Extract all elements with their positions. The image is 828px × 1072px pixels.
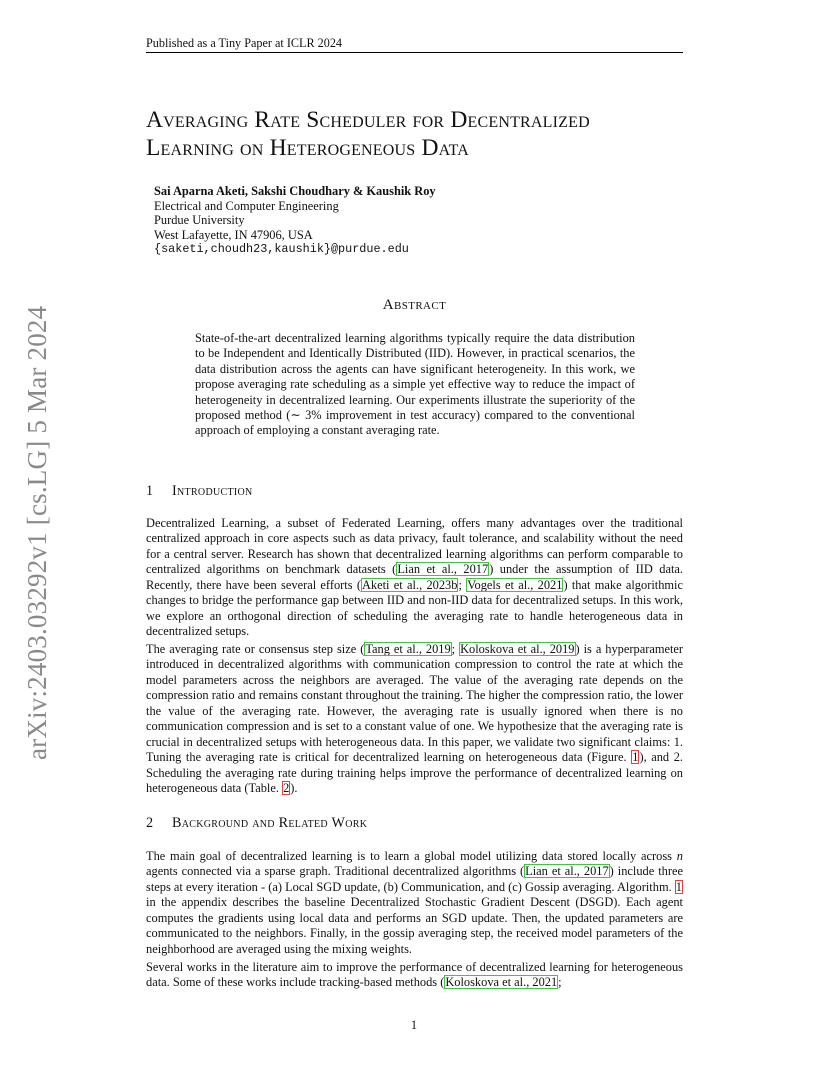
intro-paragraph-2: [146, 642, 683, 797]
paragraph-text: ;: [451, 642, 460, 656]
citation-link[interactable]: Aketi et al., 2023b: [361, 577, 458, 592]
algorithm-reference-link[interactable]: 1: [675, 879, 682, 894]
section-title: Background and Related Work: [172, 815, 368, 831]
section-number: 1: [146, 483, 154, 499]
paragraph-text: Several works in the literature aim to improve the performance of decentralized learning for heterogeneous data. Some of these works include tracking-based methods (: [146, 960, 683, 990]
author-block: [154, 184, 654, 257]
page-number: 1: [410, 1018, 418, 1032]
running-head: Published as a Tiny Paper at ICLR 2024: [146, 36, 343, 50]
title-line-1: Averaging Rate Scheduler for Decentralized: [146, 107, 590, 133]
section-number: 2: [146, 815, 154, 831]
author-address: West Lafayette, IN 47906, USA: [154, 227, 313, 242]
paragraph-text: The averaging rate or consensus step size (: [146, 642, 365, 656]
citation-link[interactable]: Vogels et al., 2021: [467, 577, 563, 592]
paragraph-text: ) that make algorithmic changes to bridge the performance gap between IID and non-IID data for decentralized setups. In this work, we explore an orthogonal direction of scheduling the averaging rate to handle heterogeneous data in decentralized setups.: [146, 577, 683, 639]
author-names: Sai Aparna Aketi, Sakshi Choudhary & Kaushik Roy: [154, 184, 436, 198]
figure-reference-link[interactable]: 1: [632, 750, 639, 765]
section-title: Introduction: [172, 483, 253, 499]
paragraph-text: in the appendix describes the baseline Decentralized Stochastic Gradient Descent (DSGD). Each agent computes the gradients using local data and performs an SGD update. Then, the updated parameters are communicated to the neighbors. Finally, in the gossip averaging step, the received model parameters of the neighborhood are averaged using the mixing weights.: [146, 895, 683, 956]
table-reference-link[interactable]: 2: [283, 781, 290, 796]
abstract-body: State-of-the-art decentralized learning algorithms typically require the data distribution to be Independent and Identically Distributed (IID). However, in practical scenarios, the data distribution across the agents can have significant heterogeneity. In this work, we propose averaging rate scheduling as a simple yet effective way to reduce the impact of heterogeneity in decentralized learning. Our experiments illustrate the superiority of the proposed method (∼ 3% improvement in test accuracy) compared to the conventional approach of employing a constant averaging rate.: [195, 331, 635, 438]
paragraph-text: ).: [290, 781, 298, 796]
citation-link[interactable]: Koloskova et al., 2019: [460, 642, 575, 656]
paragraph-text: ) under the assumption of IID data. Recently, there have been several efforts (: [146, 562, 683, 592]
citation-link[interactable]: Lian et al., 2017: [525, 864, 609, 879]
section-heading-background: [146, 815, 683, 832]
author-department: Electrical and Computer Engineering: [154, 198, 339, 213]
paragraph-text: Decentralized Learning, a subset of Federated Learning, offers many advantages over the traditional centralized approach in core aspects such as data privacy, fault tolerance, and scalability without the need for a central server. Research has shown that decentralized learning algorithms can perform comparable to centralized algorithms on benchmark datasets (: [146, 516, 683, 577]
abstract-heading: Abstract: [382, 297, 447, 313]
paragraph-text: ) is a hyperparameter introduced in decentralized algorithms with communication compression to control the rate at which the model parameters across the neighbors are averaged. The value of the averaging rate depends on the compression ratio and remains constant throughout the training. The higher the compression ratio, the lower the value of the averaging rate. However, the averaging rate is usually ignored when there is no communication compression and is set to a constant value of one. We hypothesize that the averaging rate is crucial in decentralized setups with heterogeneous data. In this paper, we validate two significant claims: 1. Tuning the averaging rate is critical for decentralized learning on heterogeneous data (Figure.: [146, 642, 684, 765]
paper-title: [146, 106, 706, 162]
math-variable: n: [676, 849, 683, 863]
paragraph-text: ;: [458, 577, 467, 592]
paragraph-text: ), and 2. Scheduling the averaging rate during training helps improve the performance of decentralized learning on heterogeneous data (Table.: [146, 750, 683, 796]
paragraph-text: agents connected via a sparse graph. Traditional decentralized algorithms (: [146, 864, 525, 879]
section-heading-introduction: [146, 483, 683, 500]
author-emails: {saketi,choudh23,kaushik}@purdue.edu: [154, 242, 409, 257]
background-paragraph-1: [146, 849, 683, 957]
citation-link[interactable]: Koloskova et al., 2021: [445, 975, 558, 990]
intro-paragraph-1: [146, 516, 683, 640]
background-paragraph-2: [146, 960, 683, 991]
author-university: Purdue University: [154, 213, 245, 228]
arxiv-stamp[interactable]: arXiv:2403.03292v1 [cs.LG] 5 Mar 2024: [22, 305, 52, 760]
header-rule: [146, 52, 683, 53]
title-line-2: Learning on Heterogeneous Data: [146, 135, 470, 161]
paragraph-text: The main goal of decentralized learning is to learn a global model utilizing data stored locally across: [146, 849, 677, 863]
paragraph-text: ) include three steps at every iteration - (a) Local SGD update, (b) Communication, and (c) Gossip averaging. Algorithm.: [146, 864, 683, 894]
citation-link[interactable]: Lian et al., 2017: [397, 562, 489, 577]
citation-link[interactable]: Tang et al., 2019: [365, 642, 451, 656]
paragraph-text: ;: [558, 975, 562, 990]
